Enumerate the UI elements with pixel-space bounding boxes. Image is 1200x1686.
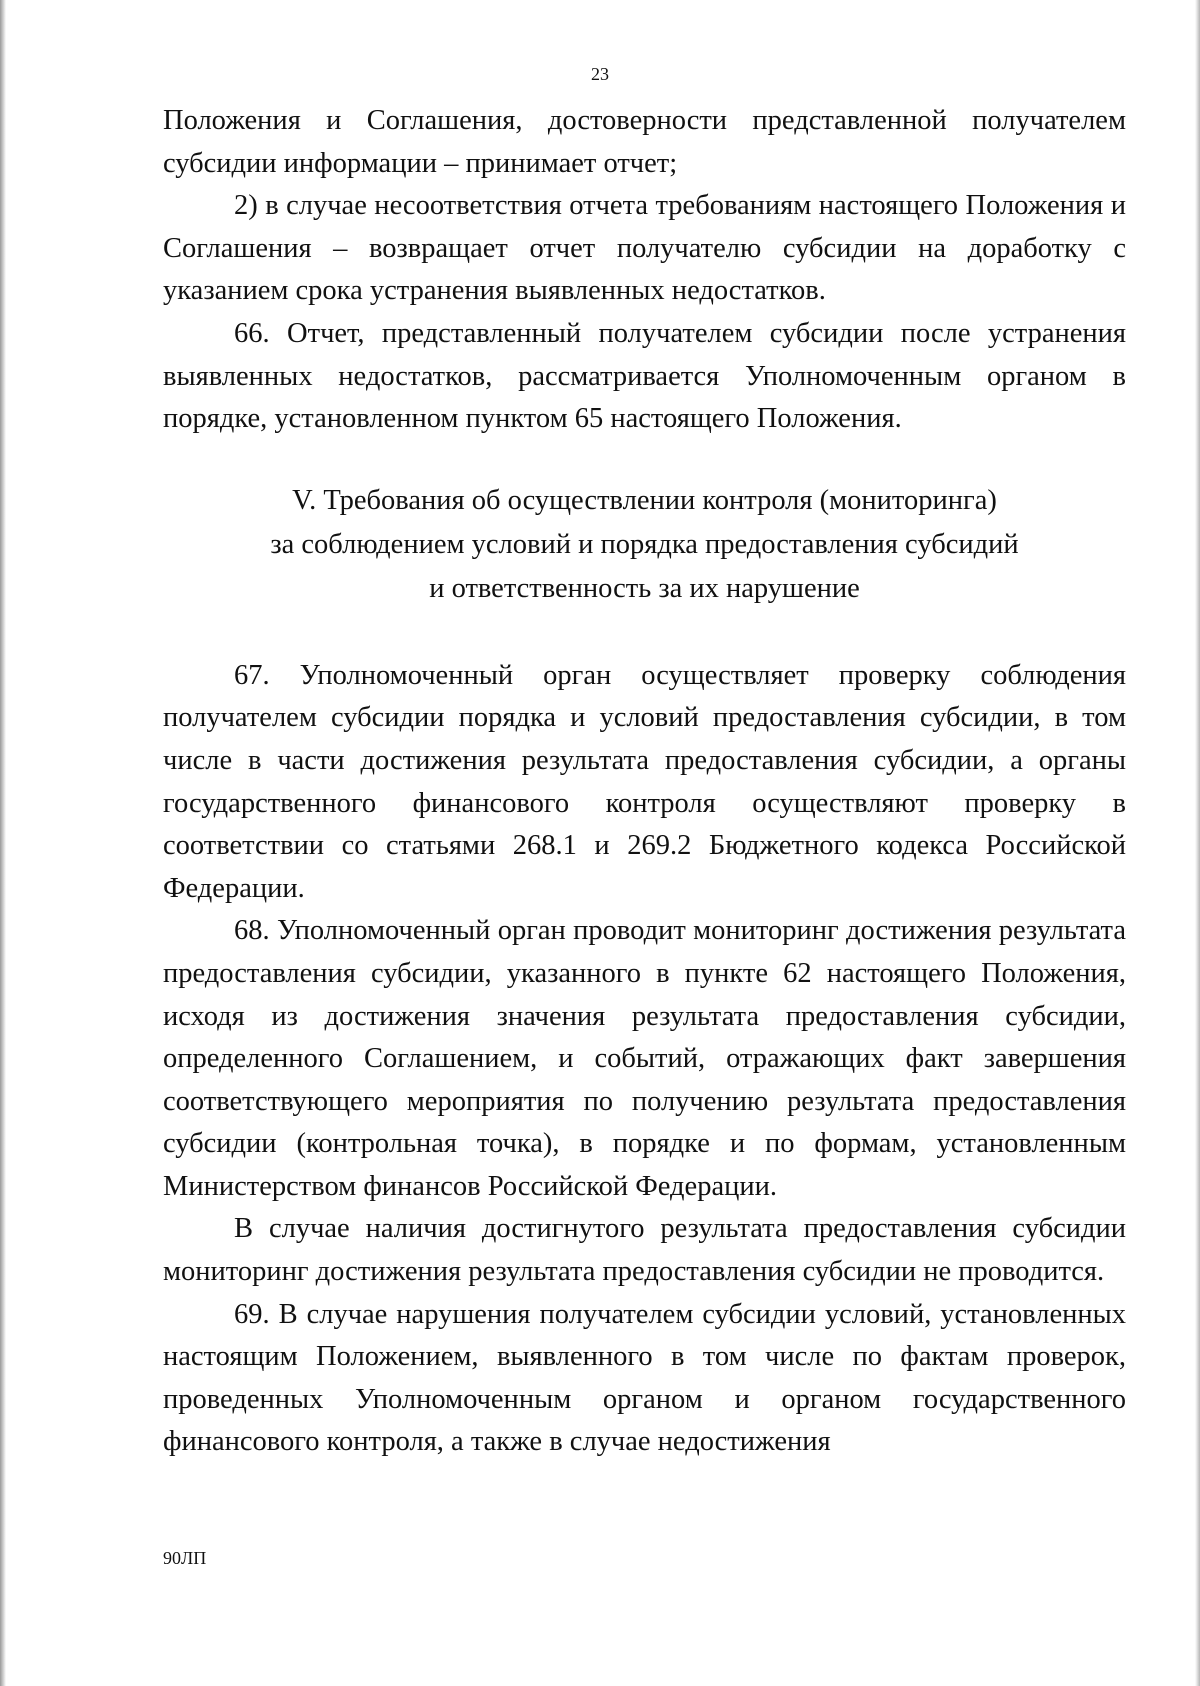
scan-edge-right <box>1195 0 1200 1686</box>
paragraph-continuation: Положения и Соглашения, достоверности представленной получателем субсидии информации – принимает отчет; <box>163 105 1126 179</box>
paragraph-68: 68. Уполномоченный орган проводит мониторинг достижения результата предоставления субсидии, указанного в пункте 62 настоящего Положения, исходя из достижения значения результата предоставления субсидии, определенного Соглашением, и событий, отражающих факт завершения соответствующего мероприятия по получению результата предоставления субсидии (контрольная точка), в порядке и по формам, установленным Министерством финансов Российской Федерации. <box>163 915 1126 1202</box>
section-heading-line-1: V. Требования об осуществлении контроля (мониторинга) <box>292 484 997 516</box>
page-body <box>163 100 1126 1464</box>
section-heading-line-3: и ответственность за их нарушение <box>429 572 860 604</box>
footer-document-code: 90ЛП <box>163 1548 207 1568</box>
page-number: 23 <box>591 64 609 84</box>
paragraph-68-note: В случае наличия достигнутого результата предоставления субсидии мониторинг достижения результата предоставления субсидии не проводится. <box>163 1213 1126 1288</box>
scan-edge-left <box>0 0 6 1686</box>
paragraph-66: 66. Отчет, представленный получателем субсидии после устранения выявленных недостатков, рассматривается Уполномоченным органом в порядке, установленном пунктом 65 настоящего Положения. <box>163 317 1126 435</box>
section-heading-line-2: за соблюдением условий и порядка предоставления субсидий <box>270 528 1019 560</box>
section-heading <box>163 479 1126 611</box>
paragraph-69: 69. В случае нарушения получателем субсидии условий, установленных настоящим Положением, выявленного в том числе по фактам проверок, проведенных Уполномоченным органом и органом государственного финансового контроля, а также в случае недостижения <box>163 1298 1126 1458</box>
paragraph-67: 67. Уполномоченный орган осуществляет проверку соблюдения получателем субсидии порядка и условий предоставления субсидии, в том числе в части достижения результата предоставления субсидии, а органы государственного финансового контроля осуществляют проверку в соответствии со статьями 268.1 и 269.2 Бюджетного кодекса Российской Федерации. <box>163 659 1126 904</box>
paragraph-item-2: 2) в случае несоответствия отчета требованиям настоящего Положения и Соглашения – возвращает отчет получателю субсидии на доработку с указанием срока устранения выявленных недостатков. <box>163 190 1126 307</box>
